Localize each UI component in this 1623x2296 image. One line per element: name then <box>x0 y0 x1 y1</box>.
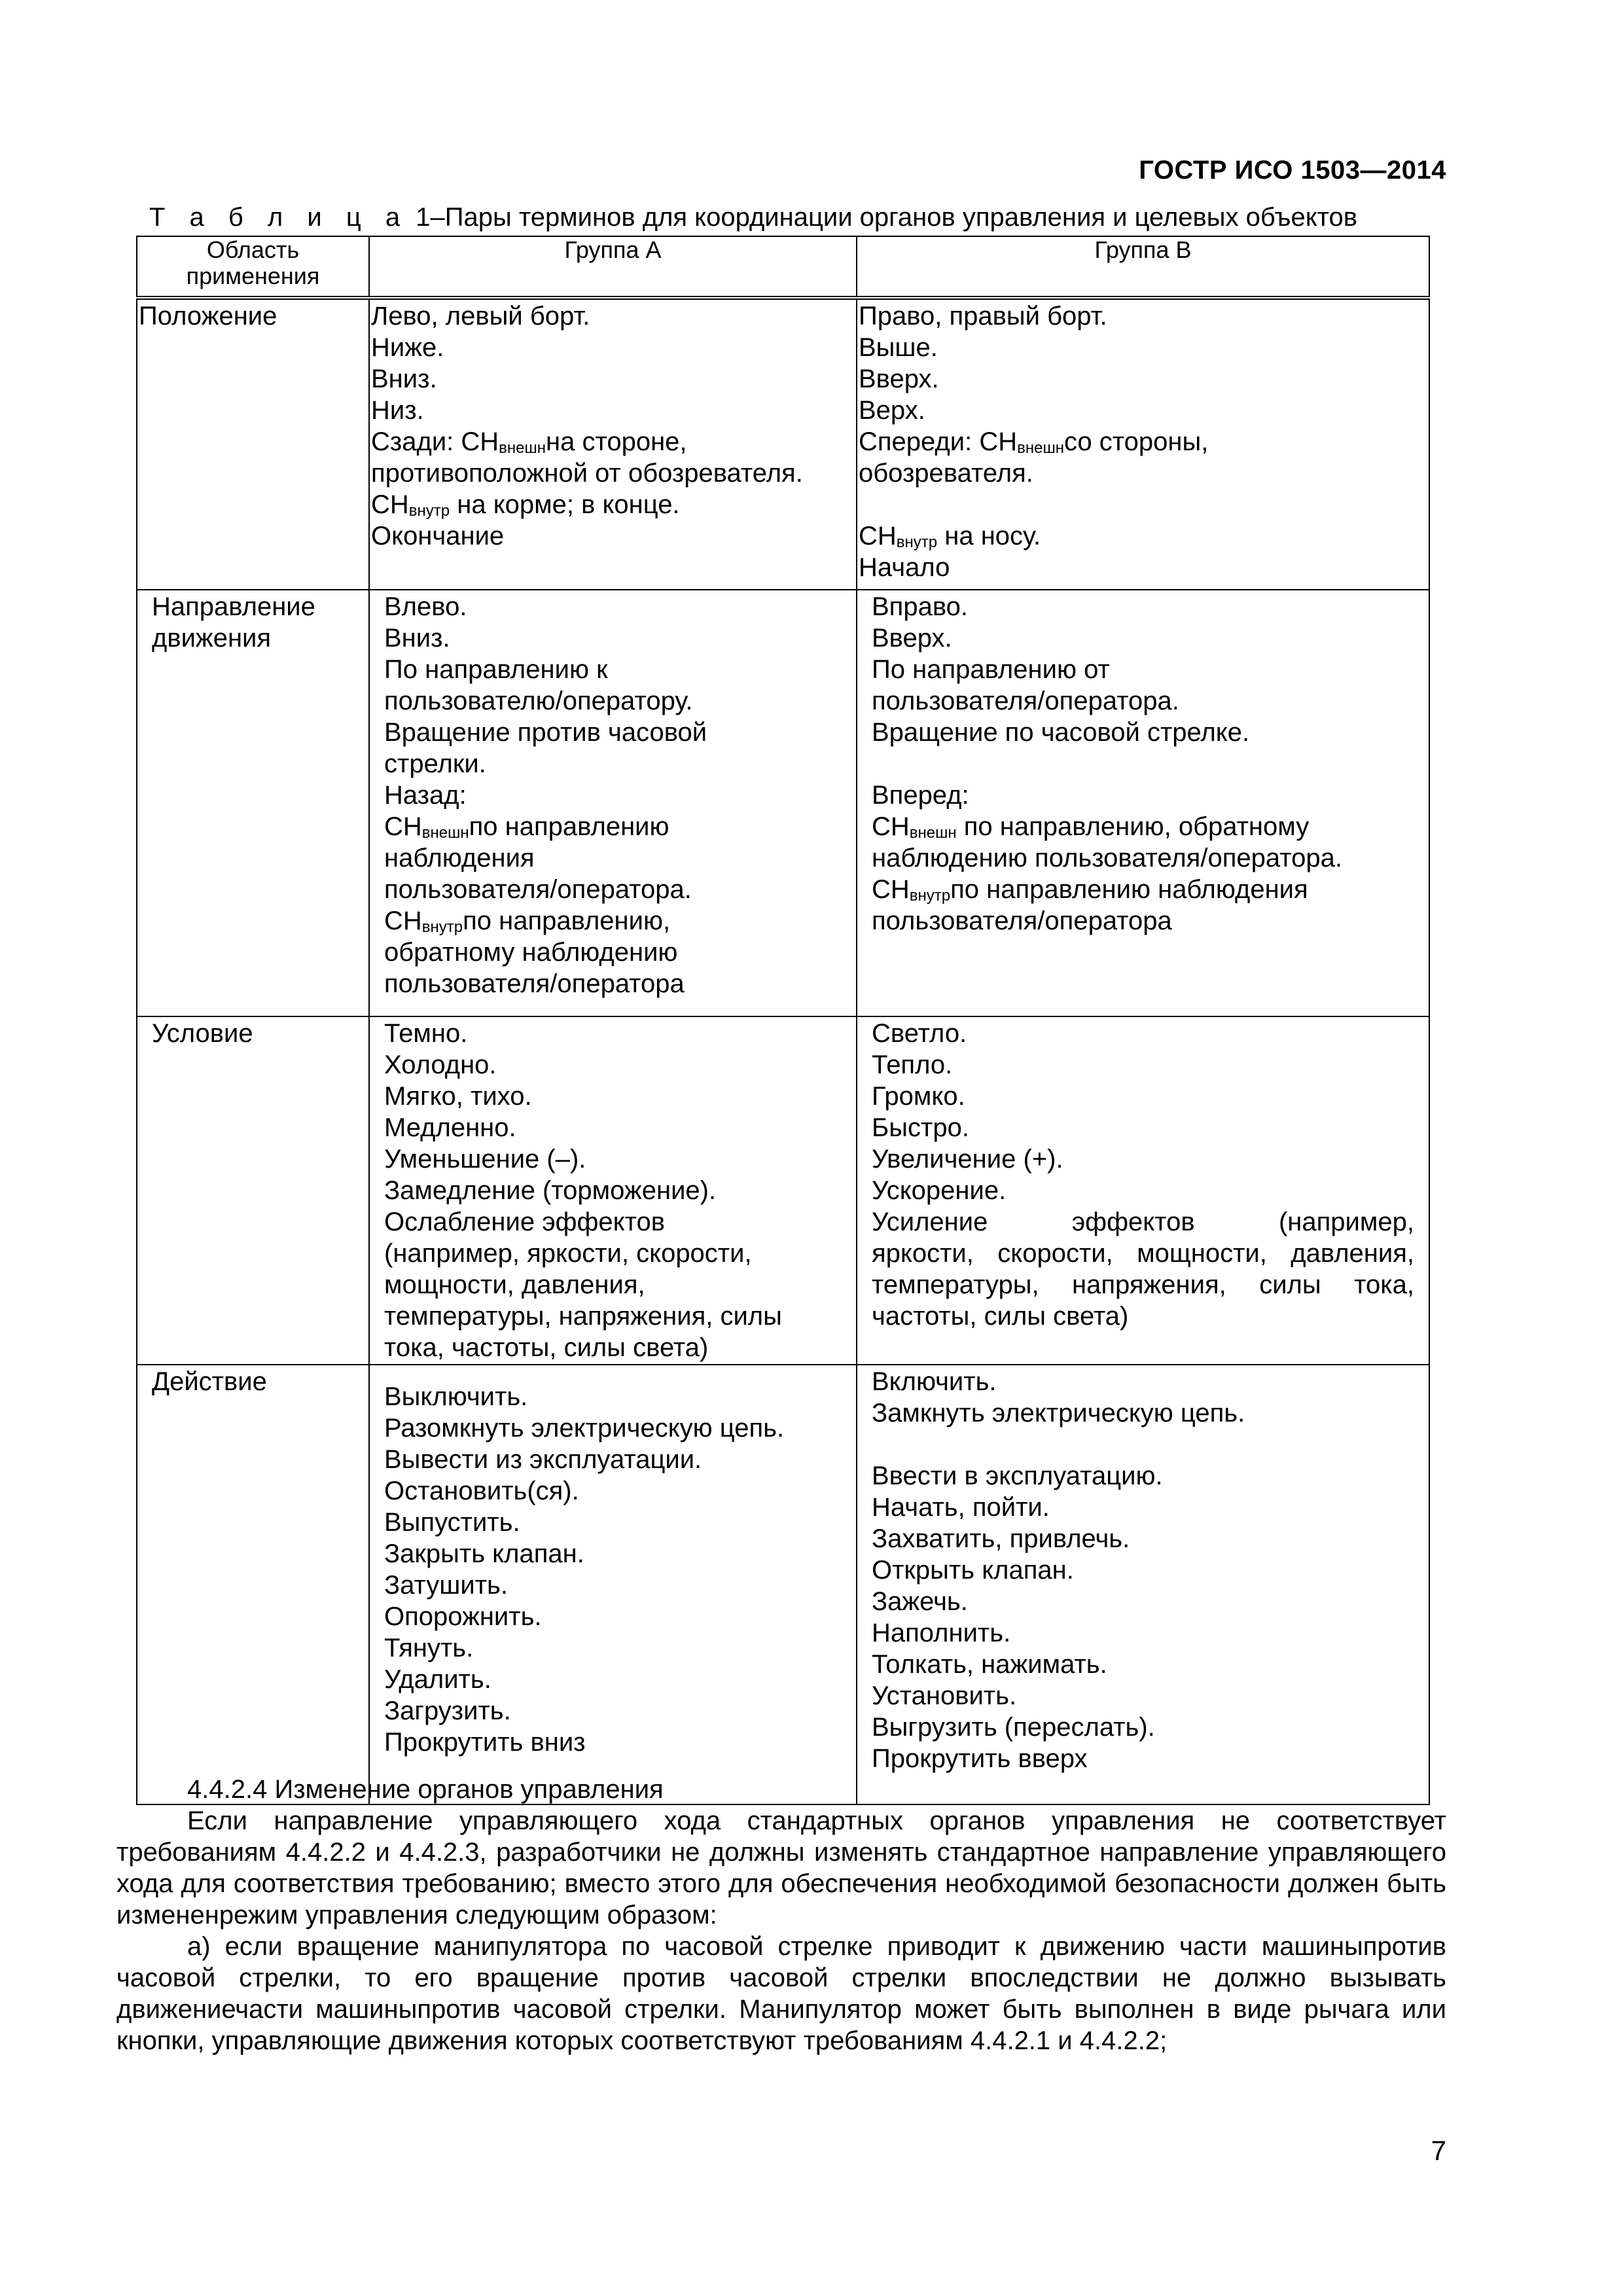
cell-line: температуры, напряжения, силы <box>384 1302 782 1331</box>
cell-line: Затушить. <box>384 1571 508 1600</box>
cell-line: Вверх. <box>859 365 939 393</box>
cell-line: (например, яркости, скорости, <box>384 1239 752 1268</box>
header-group-b: Группа В <box>857 236 1429 298</box>
cell-line: Закрыть клапан. <box>384 1539 584 1568</box>
cell-line: Тянуть. <box>384 1634 474 1662</box>
cell-line <box>872 1429 1414 1460</box>
cell-line: Выше. <box>859 333 938 362</box>
cell-line: противоположной от обозревателя. <box>371 459 803 488</box>
subscript: внешн <box>909 824 957 842</box>
cell-line: Установить. <box>872 1681 1017 1710</box>
cell-line: Опорожнить. <box>384 1602 542 1631</box>
cell-line: Ввести в эксплуатацию. <box>872 1462 1163 1490</box>
cell-line: яркости, скорости, мощности, давления, <box>872 1239 1414 1268</box>
cell-line: Замкнуть электрическую цепь. <box>872 1399 1245 1427</box>
cell-group-b <box>857 590 1429 1016</box>
text-main: СН <box>384 812 422 841</box>
cell-area <box>137 298 369 590</box>
terms-table <box>136 236 1430 1805</box>
header-area: Область применения <box>137 236 369 298</box>
cell-line: Удалить. <box>384 1665 491 1694</box>
section-paragraph: Если направление управляющего хода стандартных органов управления не соответствует требованиям 4.4.2.2 и 4.4.2.3, разработчики не должны изменять стандартное направление управляющего хода для соответствия требованию; вместо этого для обеспечения необходимой безопасности должен быть измененрежим управления следующим образом: <box>116 1806 1446 1929</box>
cell-line: Направление <box>152 592 315 621</box>
cell-line: движения <box>152 624 272 653</box>
cell-line: Ослабление эффектов <box>384 1208 665 1236</box>
section-block <box>116 1774 1446 2056</box>
table-caption <box>149 203 1357 232</box>
cell-line <box>872 748 1414 780</box>
cell-group-b <box>857 1365 1429 1804</box>
cell-group-a <box>369 590 857 1016</box>
subscript: внешн <box>421 824 469 842</box>
table-caption-prefix: Т а б л и ц а <box>149 203 409 232</box>
cell-line: Толкать, нажимать. <box>872 1650 1107 1679</box>
cell-line: Выгрузить (переслать). <box>872 1713 1155 1742</box>
cell-line: частоты, силы света) <box>872 1302 1129 1331</box>
cell-line <box>872 811 1414 842</box>
text-main: СН <box>859 522 897 550</box>
cell-group-a <box>369 1016 857 1365</box>
cell-line <box>384 905 849 937</box>
cell-line: Прокрутить вниз <box>384 1728 586 1757</box>
cell-line: Загрузить. <box>384 1696 511 1725</box>
cell-line: обозревателя. <box>859 459 1033 488</box>
cell-line: Вправо. <box>872 592 968 621</box>
cell-line: Действие <box>152 1367 267 1396</box>
subscript: внешн <box>499 439 546 457</box>
cell-line: температуры, напряжения, силы тока, <box>872 1270 1414 1299</box>
text-main: Сзади: СН <box>371 427 499 456</box>
cell-line: Прокрутить вверх <box>872 1744 1088 1773</box>
document-header: ГОСТР ИСО 1503—2014 <box>1139 156 1446 185</box>
text-main: по направлению, <box>463 906 671 935</box>
table-row <box>137 590 1429 1016</box>
text-main: СН <box>384 906 422 935</box>
cell-line: наблюдения <box>384 844 535 872</box>
table-body <box>137 298 1429 1804</box>
page-number: 7 <box>1431 2135 1446 2166</box>
subscript: внешн <box>1017 439 1064 457</box>
cell-line: пользователя/оператора <box>384 969 685 998</box>
cell-line: мощности, давления, <box>384 1270 645 1299</box>
cell-line: Право, правый борт. <box>859 302 1107 331</box>
text-main: на корме; в конце. <box>450 490 680 519</box>
cell-line: Вниз. <box>384 624 450 653</box>
cell-line <box>371 426 849 457</box>
cell-line: Вращение по часовой стрелке. <box>872 718 1250 747</box>
text-main: по направлению <box>469 812 669 841</box>
cell-line: Быстро. <box>872 1113 969 1142</box>
cell-line: Замедление (торможение). <box>384 1176 717 1205</box>
subscript: внутр <box>896 533 938 551</box>
text-main: СН <box>872 875 910 904</box>
cell-line: По направлению от <box>872 655 1110 684</box>
cell-line: Громко. <box>872 1082 965 1111</box>
section-item-a: а) если вращение манипулятора по часовой стрелке приводит к движению части машиныпротив часовой стрелки, то его вращение против часовой стрелки впоследствии не должно вызывать движениечасти машиныпротив часовой стрелки. Манипулятор может быть выполнен в виде рычага или кнопки, управляющие движения которых соответствуют требованиям 4.4.2.1 и 4.4.2.2; <box>116 1932 1446 2055</box>
cell-line: пользователя/оператора. <box>384 875 692 904</box>
cell-line: Вперед: <box>872 781 969 810</box>
table-header-row <box>137 236 1429 298</box>
cell-line: Начало <box>859 553 950 582</box>
cell-line: Назад: <box>384 781 467 810</box>
cell-line: Зажечь. <box>872 1587 968 1616</box>
cell-line: Открыть клапан. <box>872 1556 1074 1585</box>
header-group-a: Группа А <box>369 236 857 298</box>
cell-line: Лево, левый борт. <box>371 302 590 331</box>
text-main: по направлению наблюдения <box>950 875 1308 904</box>
cell-area <box>137 590 369 1016</box>
cell-line: Вращение против часовой <box>384 718 707 747</box>
cell-line: пользователя/оператора <box>872 906 1172 935</box>
cell-line: Светло. <box>872 1019 967 1048</box>
cell-area <box>137 1365 369 1804</box>
cell-line <box>384 811 849 842</box>
cell-group-b <box>857 1016 1429 1365</box>
cell-line: Начать, пойти. <box>872 1493 1050 1522</box>
cell-line: обратному наблюдению <box>384 938 678 967</box>
cell-line: Остановить(ся). <box>384 1477 579 1505</box>
text-main: на стороне, <box>546 427 687 456</box>
cell-line: Ниже. <box>371 333 444 362</box>
cell-line: Вниз. <box>371 365 437 393</box>
cell-line: Увеличение (+). <box>872 1145 1063 1174</box>
table-row <box>137 1016 1429 1365</box>
cell-line: Окончание <box>371 522 505 550</box>
text-main: со стороны, <box>1063 427 1209 456</box>
cell-line: Низ. <box>371 396 424 425</box>
cell-line <box>859 426 1414 457</box>
cell-line: наблюдению пользователя/оператора. <box>872 844 1342 872</box>
cell-line: Уменьшение (–). <box>384 1145 586 1174</box>
cell-line: Выпустить. <box>384 1508 520 1537</box>
cell-line: Вывести из эксплуатации. <box>384 1445 702 1474</box>
text-main: на носу. <box>937 522 1041 550</box>
section-heading: 4.4.2.4 Изменение органов управления <box>187 1775 664 1804</box>
cell-area <box>137 1016 369 1365</box>
cell-line: Верх. <box>859 396 925 425</box>
cell-line: стрелки. <box>384 749 486 778</box>
cell-line: Усиление эффектов (например, <box>872 1208 1414 1236</box>
cell-line: Включить. <box>872 1367 997 1396</box>
text-main: Спереди: СН <box>859 427 1018 456</box>
cell-group-a <box>369 298 857 590</box>
subscript: внутр <box>909 887 951 905</box>
table-caption-text: 1–Пары терминов для координации органов управления и целевых объектов <box>408 203 1358 232</box>
cell-line: Влево. <box>384 592 467 621</box>
cell-line: Наполнить. <box>872 1619 1011 1647</box>
subscript: внутр <box>408 502 450 520</box>
cell-line: Захватить, привлечь. <box>872 1524 1130 1553</box>
cell-line: пользователя/оператора. <box>872 687 1179 715</box>
cell-line: Вверх. <box>872 624 952 653</box>
cell-group-b <box>857 298 1429 590</box>
cell-line: Темно. <box>384 1019 468 1048</box>
cell-line <box>859 489 1414 520</box>
cell-line <box>859 520 1414 552</box>
cell-line: Выключить. <box>384 1382 528 1411</box>
cell-group-a <box>369 1365 857 1804</box>
text-main: по направлению, обратному <box>956 812 1310 841</box>
text-main: СН <box>872 812 910 841</box>
cell-line: По направлению к <box>384 655 608 684</box>
cell-line: пользователю/оператору. <box>384 687 693 715</box>
subscript: внутр <box>421 918 463 936</box>
table-row <box>137 1365 1429 1804</box>
cell-line: Ускорение. <box>872 1176 1007 1205</box>
cell-line: Разомкнуть электрическую цепь. <box>384 1414 785 1443</box>
table-row <box>137 298 1429 590</box>
text-main: СН <box>371 490 409 519</box>
cell-line: Положение <box>139 302 277 331</box>
cell-line: Тепло. <box>872 1050 953 1079</box>
cell-line: Холодно. <box>384 1050 497 1079</box>
cell-line: тока, частоты, силы света) <box>384 1333 709 1362</box>
cell-line: Мягко, тихо. <box>384 1082 532 1111</box>
cell-line <box>872 874 1414 905</box>
cell-line <box>371 489 849 520</box>
cell-line: Медленно. <box>384 1113 516 1142</box>
cell-line: Условие <box>152 1019 253 1048</box>
